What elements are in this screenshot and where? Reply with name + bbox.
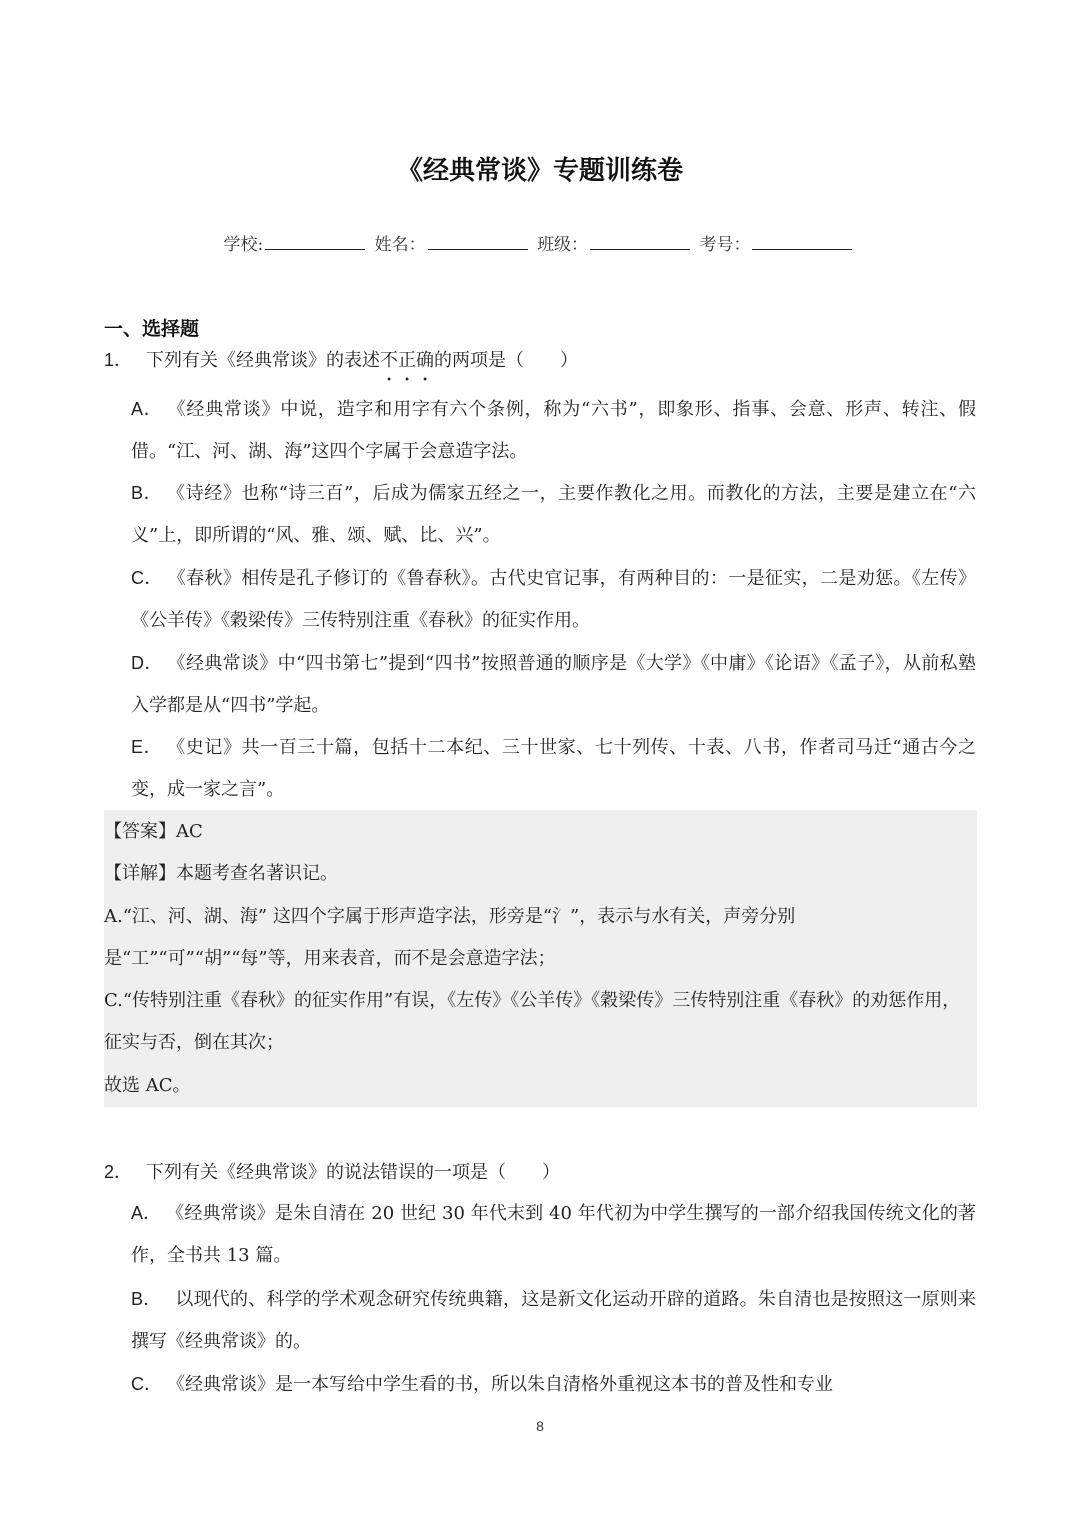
option-letter: A． (131, 1203, 162, 1223)
exam-no-label: 考号： (699, 235, 751, 255)
question-1-option-d (131, 642, 976, 727)
emphasis-char: 正 (398, 350, 417, 371)
option-letter: E． (131, 737, 163, 757)
question-2-option-a (131, 1192, 976, 1277)
option-letter: C． (131, 1374, 162, 1394)
analysis-option-a: A.“江、河、湖、海” 这四个字属于形声造字法，形旁是“氵”，表示与水有关，声旁分别是“工”“可”“胡”“每”等，用来表音，而不是会意造字法； (104, 906, 796, 969)
option-text: 《经典常谈》是一本写给中学生看的书，所以朱自清格外重视这本书的普及性和专业 (176, 1374, 833, 1395)
question-2-option-c (131, 1363, 976, 1406)
option-letter: B． (131, 1289, 162, 1309)
option-text: 《经典常谈》是朱自清在 20 世纪 30 年代末到 40 年代初为中学生撰写的一部介绍我国传统文化的著作，全书共 13 篇。 (131, 1203, 976, 1266)
school-label: 学校: (223, 235, 264, 255)
name-blank (428, 235, 528, 250)
question-1-option-c (131, 557, 976, 642)
question-2-number: 2． (104, 1162, 133, 1182)
option-letter: C． (131, 568, 163, 588)
option-text: 以现代的、科学的学术观念研究传统典籍，这是新文化运动开辟的道路。朱自清也是按照这一原则来撰写《经典常谈》的。 (131, 1289, 976, 1352)
option-text: 《诗经》也称“诗三百”，后成为儒家五经之一，主要作教化之用。而教化的方法，主要是建立在“六义”上，即所谓的“风、雅、颂、赋、比、兴”。 (131, 483, 976, 546)
page-title: 《经典常谈》专题训练卷 (396, 156, 683, 186)
class-blank (590, 235, 690, 250)
question-1-stem (104, 346, 578, 372)
question-2-stem-text: 下列有关《经典常谈》的说法错误的一项是（ ） (146, 1162, 561, 1183)
question-1-number: 1． (104, 350, 133, 370)
answer-line: 【答案】AC (104, 821, 203, 842)
analysis-title: 【详解】本题考查名著识记。 (104, 863, 338, 884)
option-text: 《经典常谈》中说，造字和用字有六个条例，称为“六书”，即象形、指事、会意、形声、转注、假借。“江、河、湖、海”这四个字属于会意造字法。 (131, 399, 976, 462)
analysis-option-c: C.“传特别注重《春秋》的征实作用”有误，《左传》《公羊传》《穀梁传》三传特别注重《春秋》的劝惩作用，征实与否，倒在其次； (104, 990, 961, 1053)
option-letter: B． (131, 483, 163, 503)
answer-conclusion: 故选 AC。 (104, 1075, 191, 1096)
question-1-option-a (131, 388, 976, 473)
question-1-stem-end: 的两项是（ ） (434, 350, 579, 371)
option-text: 《史记》共一百三十篇，包括十二本纪、三十世家、七十列传、十表、八书，作者司马迁“通古今之变，成一家之言”。 (131, 737, 976, 800)
student-info-line (0, 230, 1080, 255)
option-text: 《春秋》相传是孔子修订的《鲁春秋》。古代史官记事，有两种目的：一是征实，二是劝惩。《左传》《公羊传》《穀梁传》三传特别注重《春秋》的征实作用。 (131, 568, 977, 631)
option-letter: A． (131, 399, 163, 419)
school-blank (265, 235, 365, 250)
question-1-stem-text: 下列有关《经典常谈》的表述 (146, 350, 381, 371)
exam-no-blank (752, 235, 852, 250)
option-letter: D． (131, 653, 163, 673)
question-1-option-b (131, 472, 976, 557)
question-2-stem (104, 1158, 560, 1184)
class-label: 班级： (537, 235, 589, 255)
question-2-option-b (131, 1278, 976, 1363)
page-number: 8 (536, 1418, 544, 1434)
emphasis-char: 不 (380, 350, 399, 371)
option-text: 《经典常谈》中“四书第七”提到“四书”按照普通的顺序是《大学》《中庸》《论语》《孟子》，从前私塾入学都是从“四书”学起。 (131, 653, 977, 716)
question-1-option-e (131, 726, 976, 811)
emphasis-char: 确 (416, 350, 435, 371)
section-heading: 一、选择题 (104, 318, 200, 340)
name-label: 姓名： (374, 235, 426, 255)
